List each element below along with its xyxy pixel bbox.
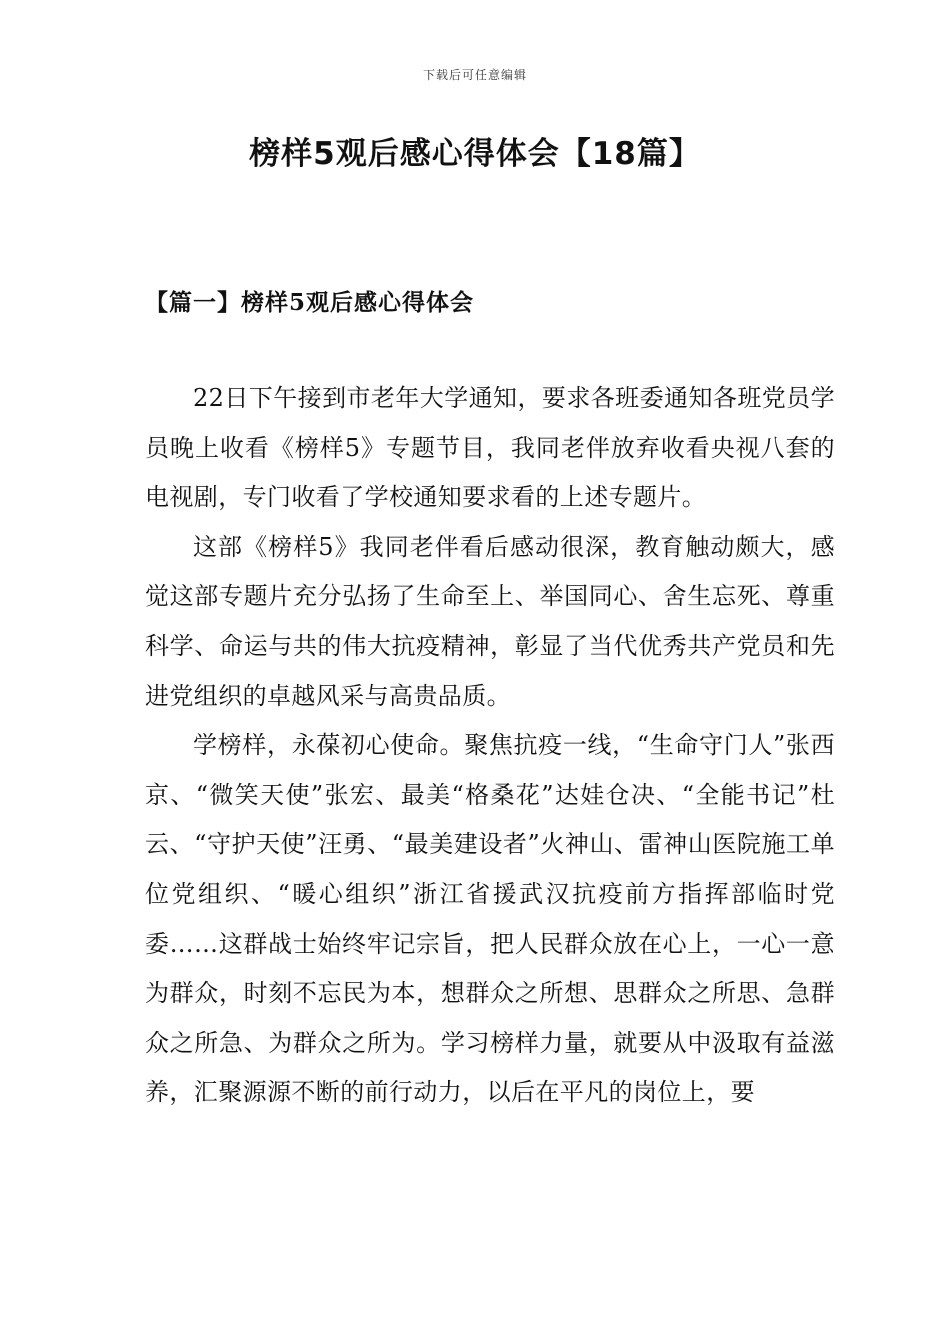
body-text [145,374,835,1118]
paragraph-1: 22日下午接到市老年大学通知，要求各班委通知各班党员学员晚上收看《榜样5》专题节目，我同老伴放弃收看央视八套的电视剧，专门收看了学校通知要求看的上述专题片。 [145,384,835,512]
section-heading: 【篇一】榜样5观后感心得体会 [145,289,475,316]
document-title: 榜样5观后感心得体会【18篇】 [249,136,701,172]
header-note: 下载后可任意编辑 [422,68,527,82]
paragraph-3: 学榜样，永葆初心使命。聚焦抗疫一线，“生命守门人”张西京、“微笑天使”张宏、最美“格桑花”达娃仓决、“全能书记”杜云、“守护天使”汪勇、“最美建设者”火神山、雷神山医院施工单位党组织、“暖心组织”浙江省援武汉抗疫前方指挥部临时党委……这群战士始终牢记宗旨，把人民群众放在心上，一心一意为群众，时刻不忘民为本，想群众之所想、思群众之所思、急群众之所急、为群众之所为。学习榜样力量，就要从中汲取有益滋养，汇聚源源不断的前行动力，以后在平凡的岗位上，要 [145,731,835,1107]
paragraph-2: 这部《榜样5》我同老伴看后感动很深，教育触动颇大，感觉这部专题片充分弘扬了生命至上、举国同心、舍生忘死、尊重科学、命运与共的伟大抗疫精神，彰显了当代优秀共产党员和先进党组织的卓越风采与高贵品质。 [145,532,835,710]
